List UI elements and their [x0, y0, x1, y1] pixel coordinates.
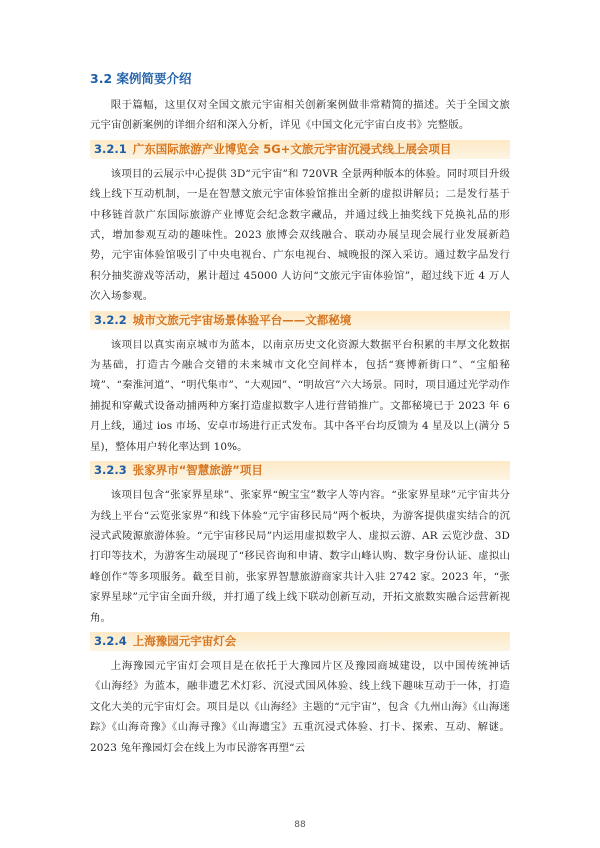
subsection-body: 上海豫园元宇宙灯会项目是在依托于大豫园片区及豫园商城建设，以中国传统神话《山海经》为蓝本，融非遗艺术灯彩、沉浸式国风体验、线上线下趣味互动于一体，打造文化大美的元宇宙灯会。项目是以《山海经》主题的“元宇宙”，包含《九州山海》《山海迷踪》《山海奇豫》《山海寻豫》《山海遗宝》五重沉浸式体验、打卡、探索、互动、解谜。2023 兔年豫园灯会在线上为市民游客再塑“云: [90, 659, 510, 754]
page-content: [90, 70, 510, 762]
subsection-number: 3.2.2: [94, 312, 127, 327]
section-intro: 限于篇幅，这里仅对全国文旅元宇宙相关创新案例做非常精简的描述。关于全国文旅元宇宙创新案例的详细介绍和深入分析，详见《中国文化元宇宙白皮书》完整版。: [90, 99, 510, 132]
subsection-body: 该项目包含“张家界星球”、张家界“鲵宝宝”数字人等内容。“张家界星球”元宇宙共分为线上平台“云览张家界”和线下体验“元宇宙移民局”两个板块，为游客提供虚实结合的沉浸式武陵源旅游体验。“元宇宙移民局”内运用虚拟数字人、虚拟云游、AR 云览沙盘、3D 打印等技术，为游客生动展现了“移民咨询和申请、数字山峰认购、数字身份认证、虚拟山峰创作”等多项服务。截至目前，张家界智慧旅游商家共计入驻 2742 家。2023 年，“张家界星球”元宇宙全面升级，并打通了线上线下联动创新互动，开拓文旅数实融合运营新视角。: [90, 489, 510, 624]
subsection-title: 张家界市“智慧旅游”项目: [132, 463, 263, 478]
subsection-heading-3-2-4: [90, 632, 510, 651]
subsection-body: 该项目以真实南京城市为蓝本，以南京历史文化资源大数据平台积累的丰厚文化数据为基础，打造古今融合交错的未来城市文化空间样本，包括“赛博新街口”、“宝船秘境”、“秦淮河道”、“明代集市”、“大观园”、“明故宫”六大场景。同时，项目通过光学动作捕捉和穿戴式设备动捕两种方案打造虚拟数字人进行营销推广。文都秘境已于 2023 年 6 月上线，通过 ios 市场、安卓市场进行正式发布。其中各平台均反馈为 4 星及以上(满分 5 星)，整体用户转化率达到 10%。: [90, 338, 510, 453]
subsection-number: 3.2.3: [94, 463, 127, 478]
subsection-heading-3-2-1: [90, 140, 510, 159]
subsection-heading-3-2-3: [90, 461, 510, 480]
page-number: 88: [294, 820, 306, 830]
section-heading: 3.2 案例简要介绍: [90, 71, 192, 86]
subsection-title: 广东国际旅游产业博览会 5G+文旅元宇宙沉浸式线上展会项目: [132, 141, 452, 156]
subsection-heading-3-2-2: [90, 311, 510, 330]
subsection-number: 3.2.1: [94, 141, 127, 156]
subsection-number: 3.2.4: [94, 633, 127, 648]
subsection-body: 该项目的云展示中心提供 3D“元宇宙”和 720VR 全景两种版本的体验。同时项目升级线上线下互动机制，一是在智慧文旅元宇宙体验馆推出全新的虚拟讲解员；二是发行基于中移链首款广东国际旅游产业博览会纪念数字藏品，并通过线上抽奖线下兑换礼品的形式，增加参观互动的趣味性。2023 旅博会双线融合、联动办展呈现会展行业发展新趋势，元宇宙体验馆吸引了中央电视台、广东电视台、城晚报的深入采访。通过数字品发行积分抽奖游戏等活动，累计超过 45000 人访问“文旅元宇宙体验馆”，超过线下近 4 万人次入场参观。: [90, 167, 510, 303]
subsection-title: 上海豫园元宇宙灯会: [132, 633, 237, 648]
subsection-title: 城市文旅元宇宙场景体验平台——文都秘境: [132, 312, 352, 327]
